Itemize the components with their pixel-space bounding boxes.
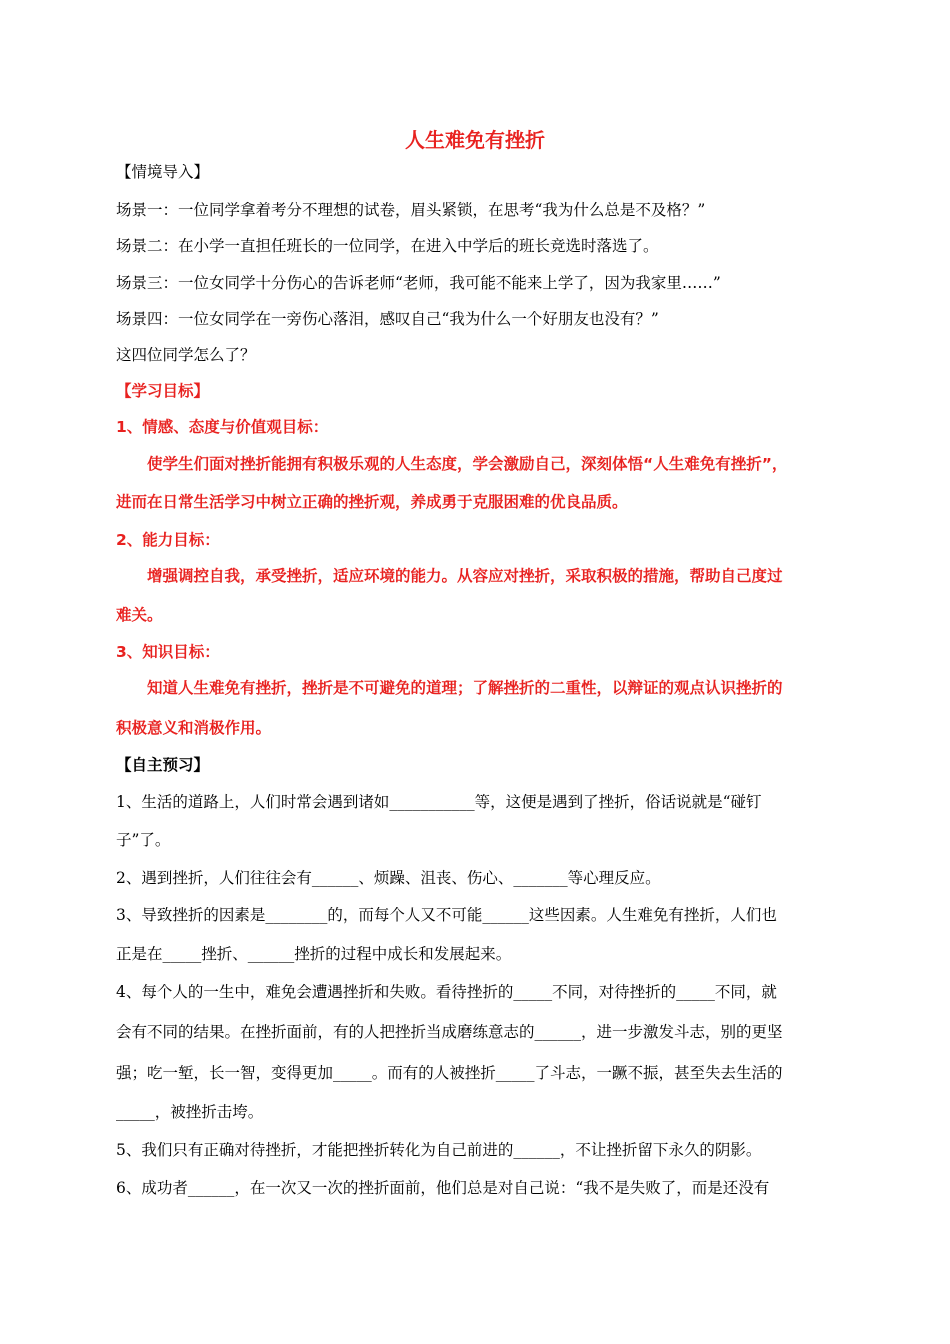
intro-question: 这四位同学怎么了？ [116,346,256,364]
scene-3: 场景三：一位女同学十分伤心的告诉老师“老师，我可能不能来上学了，因为我家里……” [116,274,721,292]
page-title: 人生难免有挫折 [405,128,545,152]
preview-heading: 【自主预习】 [116,756,210,774]
question-2: 2、遇到挫折，人们往往会有______、烦躁、沮丧、伤心、_______等心理反应。 [116,869,661,887]
goal-2-title: 2、能力目标： [116,531,220,549]
question-4-line-3: 强；吃一堑，长一智，变得更加_____。而有的人被挫折_____了斗志，一蹶不振，甚至失去生活的 [116,1064,783,1082]
goal-2-text-line-1: 增强调控自我，承受挫折，适应环境的能力。从容应对挫折，采取积极的措施，帮助自己度过 [147,567,783,585]
question-6-line-1: 6、成功者______，在一次又一次的挫折面前，他们总是对自己说：“我不是失败了，而是还没有 [116,1179,770,1197]
question-4-line-4: _____，被挫折击垮。 [116,1103,264,1121]
scene-2: 场景二：在小学一直担任班长的一位同学，在进入中学后的班长竞选时落选了。 [116,237,659,255]
question-1-line-1: 1、生活的道路上，人们时常会遇到诸如___________等，这便是遇到了挫折，俗话说就是“碰钉 [116,793,762,811]
scene-4: 场景四：一位女同学在一旁伤心落泪，感叹自己“我为什么一个好朋友也没有？” [116,310,659,328]
goal-3-text-line-2: 积极意义和消极作用。 [116,719,272,737]
goal-1-title: 1、情感、态度与价值观目标： [116,418,329,436]
goals-heading: 【学习目标】 [116,382,210,400]
question-4-line-2: 会有不同的结果。在挫折面前，有的人把挫折当成磨练意志的______，进一步激发斗志，别的更坚 [116,1023,783,1041]
goal-1-text-line-2: 进而在日常生活学习中树立正确的挫折观，养成勇于克服困难的优良品质。 [116,493,628,511]
goal-2-text-line-2: 难关。 [116,606,163,624]
intro-heading: 【情境导入】 [116,163,210,181]
question-1-line-2: 子”了。 [116,831,171,849]
question-3-line-1: 3、导致挫折的因素是________的，而每个人又不可能______这些因素。人生难免有挫折，人们也 [116,906,777,924]
question-4-line-1: 4、每个人的一生中，难免会遭遇挫折和失败。看待挫折的_____不同，对待挫折的_____不同，就 [116,983,777,1001]
goal-3-title: 3、知识目标： [116,643,220,661]
goal-1-text-line-1: 使学生们面对挫折能拥有积极乐观的人生态度，学会激励自己，深刻体悟“人生难免有挫折”， [147,455,788,473]
question-5: 5、我们只有正确对待挫折，才能把挫折转化为自己前进的______，不让挫折留下永久的阴影。 [116,1141,762,1159]
question-3-line-2: 正是在_____挫折、______挫折的过程中成长和发展起来。 [116,945,512,963]
scene-1: 场景一：一位同学拿着考分不理想的试卷，眉头紧锁，在思考“我为什么总是不及格？” [116,201,706,219]
goal-3-text-line-1: 知道人生难免有挫折，挫折是不可避免的道理；了解挫折的二重性，以辩证的观点认识挫折的 [147,679,783,697]
